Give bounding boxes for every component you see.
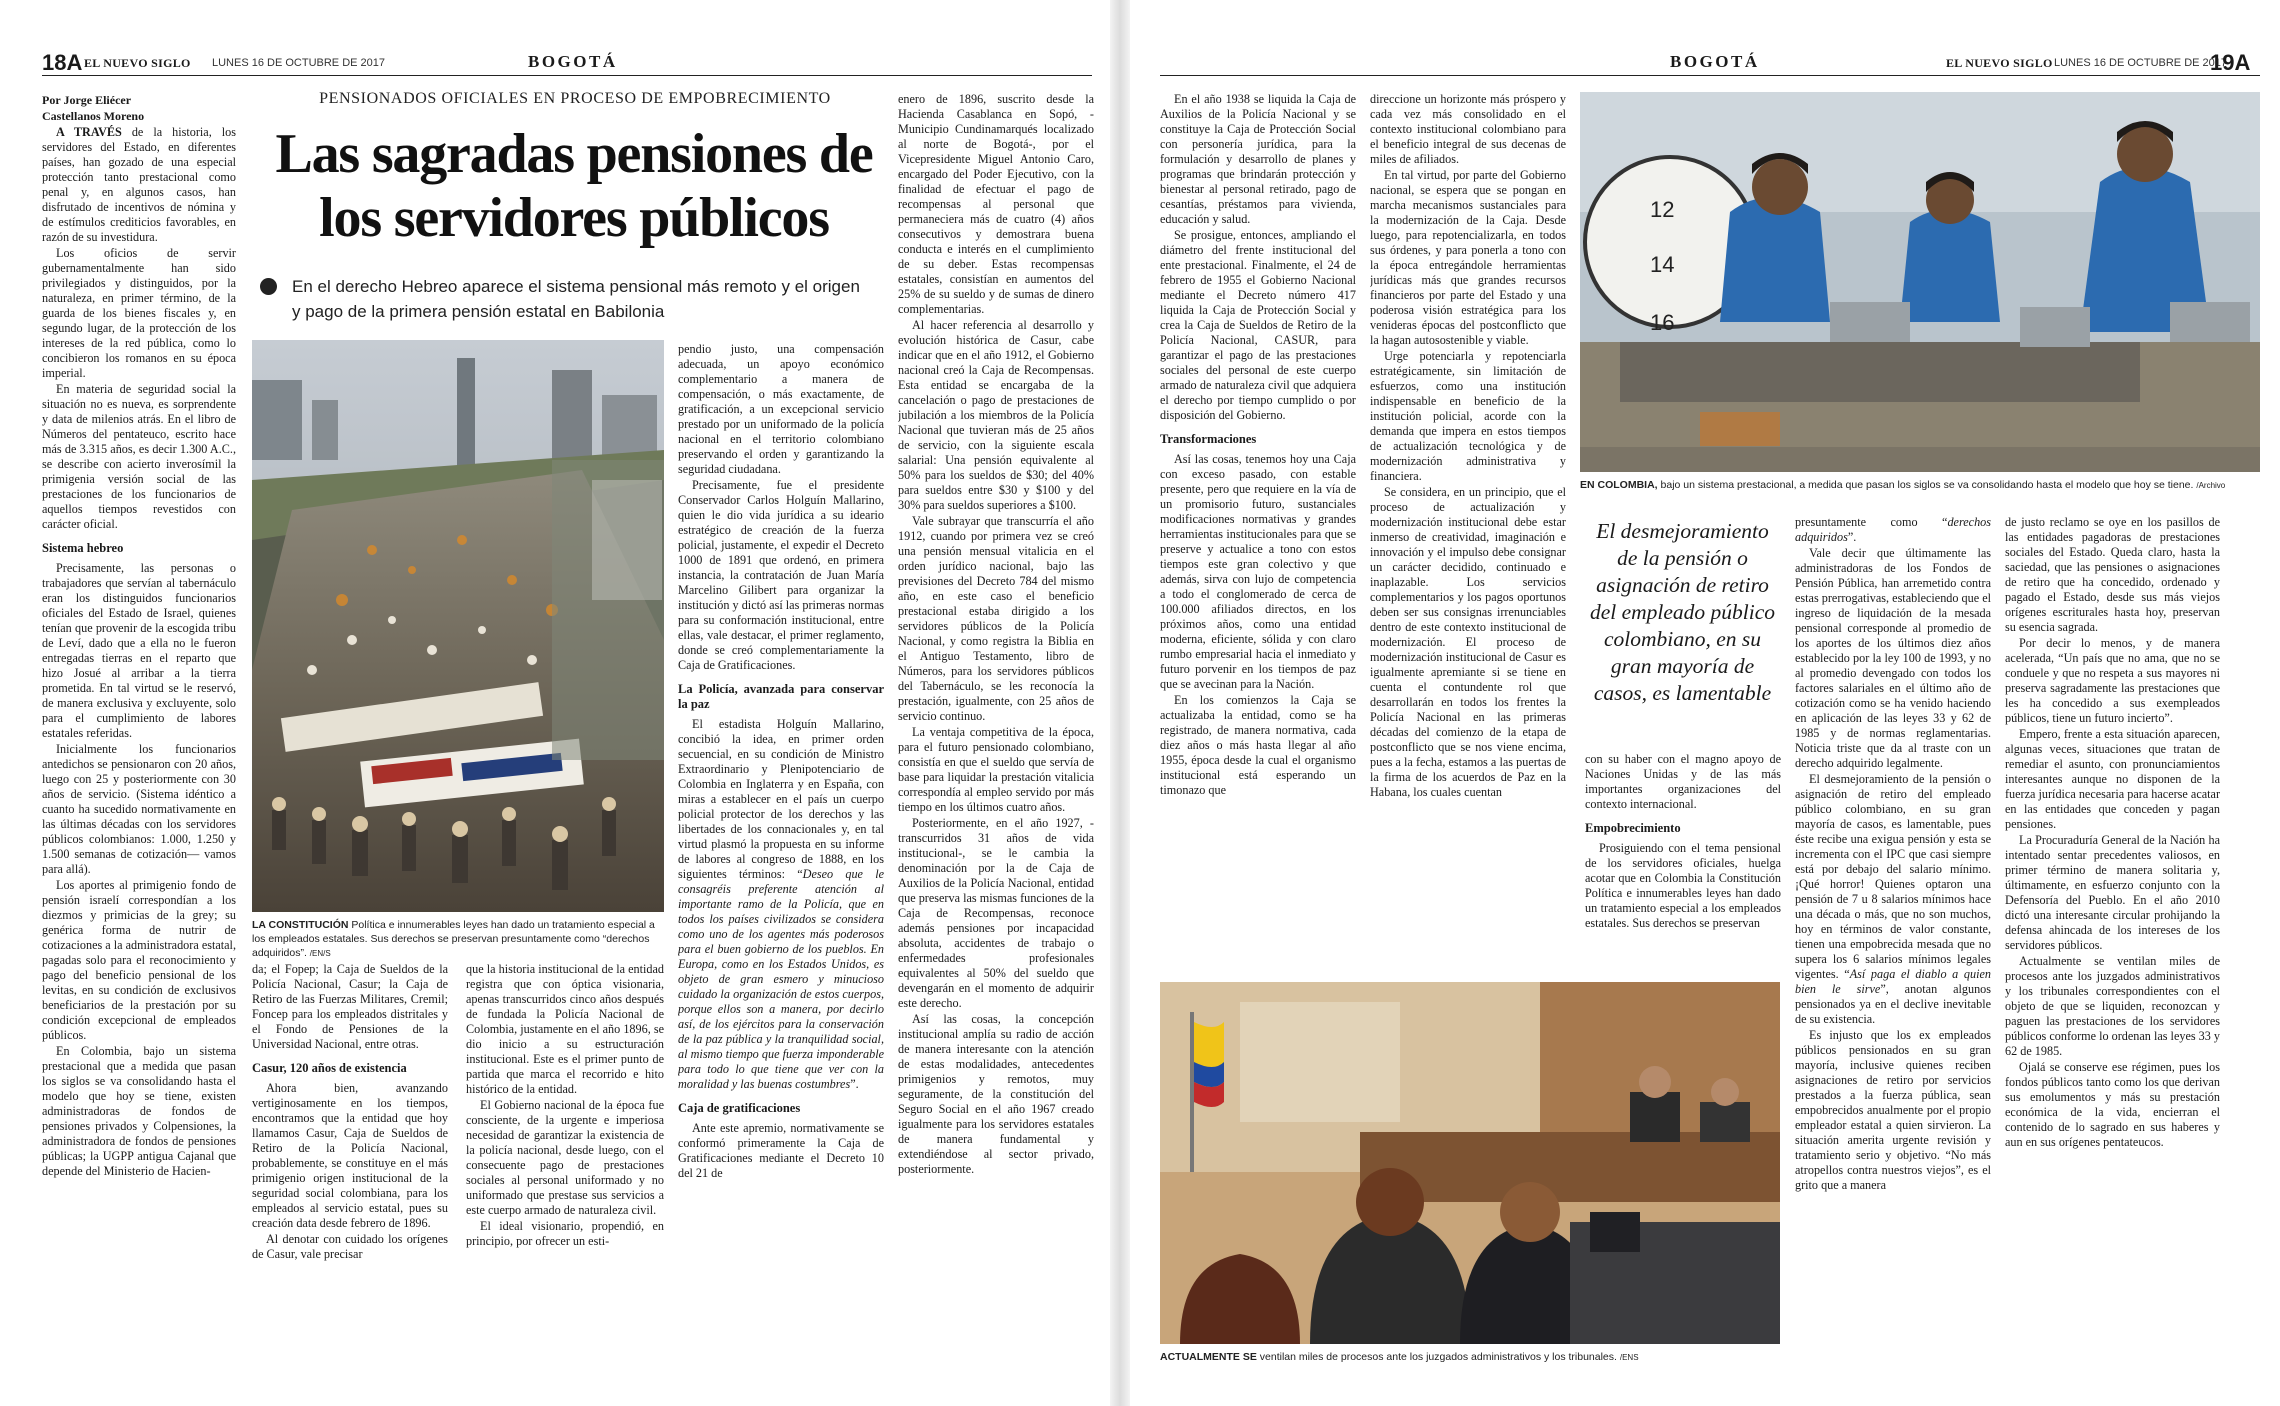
page-header-right	[1160, 48, 2260, 76]
article-kicker: PENSIONADOS OFICIALES EN PROCESO DE EMPOBRECIMIENTO	[319, 90, 831, 107]
right-column-5	[2005, 515, 2220, 1392]
paragraph: Se prosigue, entonces, ampliando el diámetro del frente institucional del ente prestacional. Finalmente, el 24 de febrero de 1955 el Gobierno Nacional mediante el Decreto número 417 liquida la Caja de Protección Social y crea la Caja de Sueldos de Retiro de la Policía Nacional, CASUR, para garantizar el pago de las prestaciones sociales del personal de este cuerpo armado de naturaleza civil que adquiera el derecho por tiempo cumplido o por disposición del Gobierno.	[1160, 228, 1356, 422]
deck-text: En el derecho Hebreo aparece el sistema pensional más remoto y el origen y pago de la primera pensión estatal en Babilonia	[292, 277, 860, 321]
svg-text:16: 16	[1650, 310, 1675, 335]
paragraph: direccione un horizonte más próspero y cada vez más consolidado en el contexto institucional colombiano para el beneficio integral de sus decenas de miles de afiliados.	[1370, 92, 1566, 166]
page-date: LUNES 16 DE OCTUBRE DE 2017	[2054, 57, 2228, 69]
page-number: 18A	[42, 50, 83, 75]
workshop-photo	[1580, 92, 2260, 472]
page-18a	[0, 0, 1110, 1406]
paragraph: El ideal visionario, propendió, en principio, por ofrecer un esti-	[466, 1219, 664, 1248]
paragraph: pendio justo, una compensación adecuada, un apoyo económico complementario a manera de compensación, o más exactamente, de gratificación, a un excepcional servicio prestado por un uniformado de la policía nacional en el territorio colombiano preservando el orden y garantizando la seguridad ciudadana.	[678, 342, 884, 476]
caption-text: ventilan miles de procesos ante los juzgados administrativos y los tribunales.	[1256, 1351, 1617, 1363]
courtroom-illustration	[1160, 982, 1780, 1344]
subheading: Caja de gratificaciones	[678, 1101, 801, 1115]
page-header-left	[42, 48, 1092, 76]
left-column-1	[42, 92, 236, 1392]
page-19a	[1130, 0, 2280, 1406]
byline-line-1: Por Jorge Eliécer	[42, 93, 132, 107]
bullet-icon	[260, 278, 277, 295]
paragraph-text: El estadista Holguín Mallarino, concibió la idea, en primer orden secuencial, en su condición de Ministro Extraordinario y Plenipotenciario de Colombia en Inglaterra y en España, con miras a establecer en el país un cuerpo policial protector de los derechos y las libertades de los connacionales y, en tal virtud plasmó la propuesta en su informe de labores al congreso de 1888, en los siguientes términos: “	[678, 717, 884, 881]
quote-text: Así paga el diablo a quien bien le sirve	[1795, 967, 1991, 996]
courtroom-photo	[1160, 982, 1780, 1344]
paragraph: La Procuraduría General de la Nación ha intentado sentar precedentes valiosos, en primer término de manera solitaria y, últimamente, en esfuerzo conjunto con la Defensoría del Pueblo. En el año 2010 dictó una interesante circular prohijando la defensa ahincada de los intereses de los servidores públicos.	[2005, 833, 2220, 952]
subheading: Empobrecimiento	[1585, 821, 1681, 835]
paragraph: En Colombia, bajo un sistema prestacional que a medida que pasan los siglos se va consolidando hasta el modelo que hoy se tiene, existen administradoras de fondos de pensiones privados y Colpensiones, la administradora de fondos de pensiones públicas; la UGPP antigua Cajanal que depende del Ministerio de Hacien-	[42, 1044, 236, 1178]
paragraph: El Gobierno nacional de la época fue consciente, de la urgente e imperiosa necesidad de garantizar la existencia de la policía nacional, desde luego, con el consecuente pago de prestaciones sociales al personal uniformado y no uniformado que prestase sus servicios a este cuerpo armado de naturaleza civil.	[466, 1098, 664, 1217]
paragraph: Así las cosas, tenemos hoy una Caja con exceso pasado, con estable presente, pero que requiere en la vía de un promisorio futuro, sustanciales modificaciones normativas y grandes herramientas institucionales para que se preserve y actualice a tono con estos tiempos este gran colectivo y que además, sirva con lujo de competencia a todo el conglomerado de cerca de 100.000 afiliados directos, en los próximos años, como una entidad moderna, eficiente, sólida y con claro rumbo empresarial hacia el inmediato y futuro porvenir en los tiempos de paz que se avecinan para la Nación.	[1160, 452, 1356, 691]
workshop-photo-caption	[1580, 478, 2260, 493]
pull-quote: El desmejoramiento de la pensión o asignación de retiro del empleado público colombiano, en su gran mayoría de casos, es lamentable	[1589, 519, 1776, 705]
paragraph	[1795, 772, 1991, 1027]
lead-word: A TRAVÉS	[56, 125, 122, 139]
right-column-1	[1160, 92, 1356, 962]
paragraph: Posteriormente, en el año 1927, -transcurridos 31 años de vida institucional-, se le cambia la denominación por la de Caja de Auxilios de la Policía Nacional, entidad que preserva las mismas funciones de la Caja de Recompensas, reconoce además pensiones por incapacidad absoluta, accidentes de trabajo o enfermedades profesionales equivalentes al 50% del sueldo que devengarán en el momento de adquirir este derecho.	[898, 816, 1094, 1010]
paragraph: La ventaja competitiva de la época, para el futuro pensionado colombiano, consistía en que el sueldo que servía de base para liquidar la prestación vitalicia correspondía al empleo servido por más tiempo en los últimos cuatro años.	[898, 725, 1094, 814]
left-column-2	[252, 962, 448, 1382]
paragraph: enero de 1896, suscrito desde la Hacienda Casablanca en Sopó, -Municipio Cundinamarqués localizado al norte de Bogotá-, por el Vicepresidente Miguel Antonio Caro, encargado del Poder Ejecutivo, con la finalidad de efectuar el pago de recompensas al personal que permaneciera más de cuatro (4) años consecutivos y demostrara buena conducta e interés en el cumplimiento de su deber. Estas recompensas estatales, consistían en aumentos del 25% de su sueldo y de sumas de dinero complementarias.	[898, 92, 1094, 316]
left-column-3	[466, 962, 664, 1382]
paragraph: de justo reclamo se oye en los pasillos de las entidades pagadoras de prestaciones sociales del Estado. Queda claro, hasta la saciedad, que las pensiones o asignaciones de retiro que ha concedido, ordenado y pagado el Estado, desde sus más viejos orígenes escriturales hasta hoy, preservan su esencia sagrada.	[2005, 515, 2220, 634]
paper-name: EL NUEVO SIGLO	[1946, 56, 2053, 70]
march-photo-caption	[252, 918, 664, 961]
paragraph	[42, 125, 236, 245]
left-column-4	[678, 342, 884, 1392]
paragraph: Ahora bien, avanzando vertiginosamente en los tiempos, encontramos que la entidad que hoy llamamos Casur, Caja de Sueldos de Retiro de la Policía Nacional, probablemente, se constituye en el más primigenio origen institucional de la seguridad social colombiana, para los empleados al servicio estatal, pues su creación data desde febrero de 1896.	[252, 1081, 448, 1230]
paragraph: que la historia institucional de la entidad registra que con óptica visionaria, apenas transcurridos cinco años después de fundada la Policía Nacional de Colombia, justamente en el año 1896, se dio inicio a su estructuración institucional. Este es el primer punto de partida que marca el recorrido e hito histórico de la entidad.	[466, 962, 664, 1096]
paragraph: Así las cosas, la concepción institucional amplía su radio de acción de manera interesante con la atención de estas modalidades, antecedentes primigenios y remotos, muy seguramente, de la constitución del Seguro Social en el año 1967 creado igualmente para los servidores estatales de manera fundamental y extendiéndose al sector privado, posteriormente.	[898, 1012, 1094, 1176]
caption-text: Política e innumerables leyes han dado un tratamiento especial a los empleados estatales. Sus derechos se preservan presuntamente como “derechos adquiridos”.	[252, 919, 655, 959]
subheading: Sistema hebreo	[42, 541, 124, 555]
paragraph: En tal virtud, por parte del Gobierno nacional, se espera que se pongan en marcha mecanismos sustanciales para la modernización de la Caja. Desde luego, para repotencializarla, en todos sus órdenes, y para ponerla a tono con la época entregándole herramientas jurídicas más que grandes recursos financieros por parte del Estado y una poderosa visión estratégica para los venideras épocas del postconflicto que la hagan autosostenible y viable.	[1370, 168, 1566, 347]
right-column-3	[1585, 752, 1781, 972]
quote-end: ”, anotan algunos pensionados ya en el declive inevitable de su existencia.	[1795, 982, 1991, 1026]
march-illustration	[252, 340, 664, 912]
paragraph: Inicialmente los funcionarios antedichos se pensionaron con 20 años, luego con 25 y posteriormente con 30 años de servicio. (Sistema idéntico a cuanto ha sucedido normativamente en las últimas décadas con los servidores públicos colombianos: 1.000, 1.250 y 1.500 semanas de cotización— vamos para allá).	[42, 742, 236, 876]
right-column-2	[1370, 92, 1566, 962]
paragraph-text: de la historia, los servidores del Estado, en diferentes países, han gozado de una especial protección tanto prestacional como penal y, en algunos casos, han disfrutado de incentivos de nómina y de estímulos crediticios favorables, en razón de su investidura.	[42, 125, 236, 244]
paragraph: Urge potenciarla y repotenciarla estratégicamente, sin limitación de esfuerzos, como una institución indispensable en beneficio de la institución policial, acorde con la demanda que impera en estos tiempos de actualización tecnológica y de modernización administrativa y financiera.	[1370, 349, 1566, 483]
paragraph: da; el Fopep; la Caja de Sueldos de la Policía Nacional, Casur; la Caja de Retiro de las Fuerzas Militares, Cremil; Foncep para los empleados distritales y el Fondo de Pensiones de la Universidad Nacional, entre otras.	[252, 962, 448, 1051]
article-headline: Las sagradas pensiones de los servidores públicos	[275, 123, 873, 249]
paragraph: Actualmente se ventilan miles de procesos ante los juzgados administrativos y los tribunales correspondientes con el objeto de que se liquiden, reconozcan y paguen las prestaciones de los servidores públicos conforme lo ordenan las leyes 33 y 62 de 1985.	[2005, 954, 2220, 1058]
paragraph: Se considera, en un principio, que el proceso de actualización y modernización institucional debe estar inmerso de creatividad, imaginación e innovación y el impulso debe consignar un carácter decidido, continuado e inaplazable. Los servicios complementarios y los pagos oportunos deben ser sus consignas irrenunciables dentro de este contexto institucional de modernización. El proceso de modernización institucional de Casur es igualmente apremiante si se tiene en cuenta el contundente rol que desarrollarán en todos los frentes la Policía Nacional en las primeras décadas del comienzo de la etapa de postconflicto que se nos viene encima, pues a la fecha, estamos a las puertas de la firma de los acuerdos de Paz en la Habana, los cuales cuentan	[1370, 485, 1566, 799]
byline-line-2: Castellanos Moreno	[42, 109, 145, 123]
paragraph: En materia de seguridad social la situación no es nueva, es sorprendente y data de milenios atrás. En el libro de Números del pentateuco, escrito hace más de 3.315 años, es decir 1.300 A.C., se describe con acierto inverosímil la primigenia versión social de las prestaciones de los funcionarios de aquellos tiempos revestidos con carácter oficial.	[42, 382, 236, 531]
subheading: Casur, 120 años de existencia	[252, 1061, 407, 1075]
paragraph: Vale subrayar que transcurría el año 1912, cuando por primera vez se creó una pensión mensual vitalicia en el orden jurídico nacional, bajo las previsiones del Decreto 784 del mismo año, en este caso el beneficio prestacional estaba dirigido a los servidores públicos de la Policía Nacional, y como registra la Biblia en el Antiguo Testamento, libro de Números, para los servidores públicos del Tabernáculo, se les reconocía la prestación, igualmente, con 25 años de servicio continuo.	[898, 514, 1094, 723]
workshop-illustration	[1580, 92, 2260, 472]
paragraph	[678, 717, 884, 1092]
paragraph: Empero, frente a esta situación aparecen, algunas veces, situaciones que tratan de remediar el asunto, con pronunciamientos interesantes aunque no disponen de la fuerza jurídica necesaria para hacerse acatar en las entidades que conceden y pagan pensiones.	[2005, 727, 2220, 831]
paragraph: Es injusto que los ex empleados públicos pensionados en su gran mayoría, inclusive quienes reciben asignaciones de retiro por servicios prestados a la fuerza pública, sean empobrecidos anualmente por el propio empleador estatal a quien sirvieron. La situación amerita urgente revisión y tratamiento serio y objetivo. “No más atropellos contra nuestros viejos”, es el grito que a manera	[1795, 1028, 1991, 1192]
paragraph-text: El desmejoramiento de la pensión o asignación de retiro del empleado público colombiano, en su gran mayoría de casos, es lamentable, pues éste recibe una exigua pensión y esta se incrementa con el IPC que casi siempre está por debajo del salario mínimo. ¡Qué horror! Quienes optaron una pensión de 7 u 8 salarios mínimos hace una década o más, que no son muchos, hoy en términos de valor constante, tienen una empobrecida mesada que no supera los 6 salarios mínimos legales vigentes. “	[1795, 772, 1991, 981]
section-name: BOGOTÁ	[1670, 52, 1760, 71]
march-photo	[252, 340, 664, 912]
svg-text:12: 12	[1650, 197, 1675, 222]
paragraph: Precisamente, fue el presidente Conservador Carlos Holguín Mallarino, quien le dio vida jurídica a su ideario estratégico de creación de la fuerza policial, justamente, el expedir el Decreto 1000 de 1891 que ordenó, en primera instancia, la contratación de Juan María Marcelino Gilibert para organizar la institución y dictó así las primeras normas para su conformación institucional, entre ellas, vale destacar, el primer reglamento, donde se creó complementariamente la Caja de Gratificaciones.	[678, 478, 884, 672]
paragraph: Ante este apremio, normativamente se conformó primeramente la Caja de Gratificaciones mediante el Decreto 10 del 21 de	[678, 1121, 884, 1180]
right-column-4	[1795, 515, 1991, 1392]
paragraph: Por decir lo menos, y de manera acelerada, “Un país que no ama, que no se conduele y que no respeta a sus mayores ni preserva sagradamente las prestaciones que les ha concedido a sus exempleados públicos, tiene un futuro incierto”.	[2005, 636, 2220, 725]
subheading: Transformaciones	[1160, 432, 1257, 446]
paper-name: EL NUEVO SIGLO	[84, 56, 191, 70]
quote-text: Deseo que le consagréis preferente atención al importante ramo de la Policía, que en todos los países civilizados se considera como uno de los agentes más poderosos para el buen gobierno de los pueblos. En Europa, como en los Estados Unidos, es objeto de gran esmero y minucioso cuidado la organización de estos cuerpos, porque ellos son a manera, por decirlo así, de los ejércitos para la conservación de la paz pública y la tranquilidad social, al mismo tiempo que fuerza imponderable para todo lo que tiene que ver con la moralidad y las buenas costumbres	[678, 867, 884, 1091]
paragraph: Ojalá se conserve ese régimen, pues los fondos públicos tanto como los que derivan sus emolumentos y más su prestación económica de la vida, encierran el contenido de lo sagrado en sus haberes y aun en sus orígenes pentateucos.	[2005, 1060, 2220, 1149]
svg-text:14: 14	[1650, 252, 1675, 277]
quote-end: ”.	[1847, 530, 1857, 544]
article-deck	[292, 274, 872, 324]
photo-credit: /Archivo	[2196, 481, 2226, 490]
paragraph-text: presuntamente como “	[1795, 515, 1948, 529]
subheading: La Policía, avanzada para conservar la paz	[678, 682, 884, 711]
paragraph: En los comienzos la Caja se actualizaba la entidad, como se ha registrado, de manera normativa, cada diez años o más hasta llegar al año 1955, época desde la cual el organismo institucional está esperando un timonazo que	[1160, 693, 1356, 797]
caption-label: ACTUALMENTE SE	[1160, 1351, 1257, 1363]
caption-label: EN COLOMBIA,	[1580, 479, 1658, 491]
photo-credit: /ENS	[1619, 1353, 1639, 1362]
caption-text: bajo un sistema prestacional, a medida que pasan los siglos se va consolidando hasta el modelo que hoy se tiene.	[1657, 479, 2194, 491]
paragraph: Vale decir que últimamente las administradoras de los Fondos de Pensión Pública, han arremetido contra estas prerrogativas, estableciendo que el ingreso de liquidación de la mesada pensional corresponde al promedio de los aportes de los últimos diez años establecido por la ley 100 de 1993, y no al promedio devengado con todos los factores salariales en el último año de cotización como se ha venido haciendo en aplicación de las leyes 33 y 62 de 1985 y de normas reglamentarias. Noticia triste que da al traste con un derecho adquirido legalmente.	[1795, 546, 1991, 770]
paragraph: Precisamente, las personas o trabajadores que servían al tabernáculo eran los distinguidos funcionarios oficiales del Estado de Israel, quienes tenían que provenir de la escogida tribu de Leví, dado que a ella no le fueron entregadas tierras en el reparto que hizo Josué al arribar a la tierra prometida. En tal virtud se le reservó, de manera exclusiva y excluyente, solo para el cumplimiento de labores estatales referidas.	[42, 561, 236, 740]
paragraph: Al hacer referencia al desarrollo y evolución histórica de Casur, cabe indicar que en el año 1912, el Gobierno nacional creó la Caja de Recompensas. Esta entidad se encargaba de la cancelación o pago de prestaciones de jubilación a los miembros de la Policía Nacional que tuvieran más de 25 años de servicio, con la siguiente escala salarial: Una pensión equivalente al 50% para los sueldos de $30; del 40% para sueldos entre $30 y $100 y del 30% para sueldos superiores a $100.	[898, 318, 1094, 512]
page-gutter	[1110, 0, 1130, 1406]
paragraph: Al denotar con cuidado los orígenes de Casur, vale precisar	[252, 1232, 448, 1261]
paragraph: Prosiguiendo con el tema pensional de los servidores oficiales, huelga acotar que en Colombia la Constitución Política e innumerables leyes han dado un tratamiento especial a los empleados estatales. Sus derechos se preservan	[1585, 841, 1781, 930]
caption-label: LA CONSTITUCIÓN	[252, 919, 349, 931]
page-number: 19A	[2210, 50, 2251, 75]
paragraph: con su haber con el magno apoyo de Naciones Unidas y de las más importantes organizaciones del contexto internacional.	[1585, 752, 1781, 811]
quote-text: derechos adquiridos	[1795, 515, 1991, 544]
left-column-5	[898, 92, 1094, 1392]
paragraph: Los oficios de servir gubernamentalmente han sido privilegiados y distinguidos, por la naturaleza, en primer término, de la guarda de los bienes fiscales y, en segundo lugar, de la protección de los intereses de la red pública, como lo concibieron los romanos en su época imperial.	[42, 246, 236, 380]
section-name: BOGOTÁ	[528, 52, 618, 71]
paragraph: En el año 1938 se liquida la Caja de Auxilios de la Policía Nacional y se constituye la Caja de Protección Social con personería jurídica, para la formulación y desarrollo de planes y programas que brindarán protección y bienestar al personal retirado, pago de cesantías, préstamos para vivienda, educación y salud.	[1160, 92, 1356, 226]
paragraph	[1795, 515, 1991, 545]
page-date: LUNES 16 DE OCTUBRE DE 2017	[212, 57, 386, 69]
courtroom-photo-caption	[1160, 1350, 1780, 1365]
photo-credit: /EN/S	[309, 949, 331, 958]
quote-end: ”.	[850, 1077, 859, 1091]
byline	[42, 92, 236, 124]
paragraph: Los aportes al primigenio fondo de pensión israelí correspondían a los diezmos y primicias de la grey; su genérica forma de nutrir de cotizaciones a la administradora estatal, pagadas solo para el reconocimiento y pago del beneficio pensional de los levitas, en su condición de exclusivos beneficiarios de la prestación por su condición excepcional de empleados públicos.	[42, 878, 236, 1042]
